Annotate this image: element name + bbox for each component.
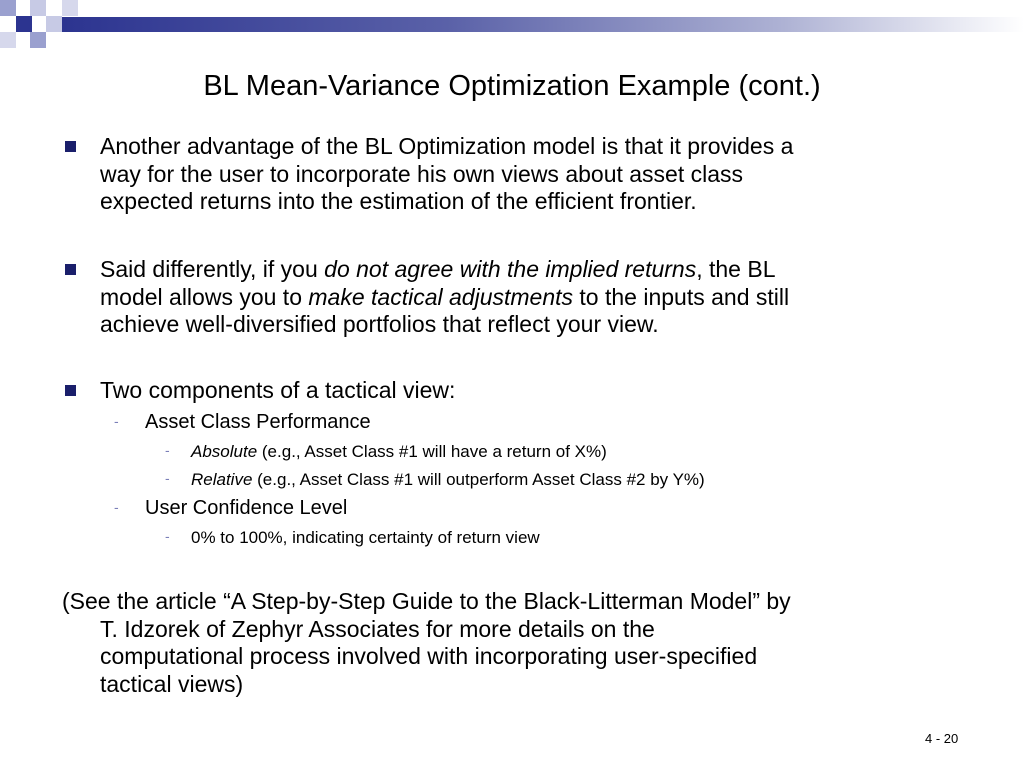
emphasis-text: Relative (191, 470, 253, 489)
bullet-line: achieve well-diversified portfolios that reflect your view. (100, 311, 659, 337)
bullet-line (100, 256, 970, 284)
text-run: , the BL (696, 256, 776, 282)
text-run: model allows you to (100, 283, 309, 310)
text-run: to the inputs and still (573, 283, 790, 310)
deco-square (16, 16, 32, 32)
square-bullet-icon (65, 385, 76, 396)
page-number: 4 - 20 (925, 731, 959, 746)
dash-marker: - (165, 470, 170, 486)
sub-sub-item-text: 0% to 100%, indicating certainty of return view (191, 528, 540, 547)
deco-square (62, 0, 78, 16)
sub-item-text: User Confidence Level (145, 497, 348, 519)
sub-sub-item-text (191, 441, 607, 463)
text-run: Said differently, if you (100, 256, 325, 282)
deco-square (46, 16, 62, 32)
emphasis-text: make tactical adjustments (308, 283, 574, 310)
note-line: tactical views) (100, 670, 244, 697)
note-line: (See the article “A Step-by-Step Guide to the Black-Litterman Model” by (62, 588, 791, 614)
dash-marker: - (114, 413, 119, 429)
emphasis-text: do not agree with the implied returns (324, 256, 697, 282)
deco-square (30, 32, 46, 48)
bullet-text (100, 256, 970, 339)
sub-sub-item-text (191, 469, 705, 491)
article-note (62, 588, 982, 698)
bullet-text (100, 133, 970, 216)
bullet-line (100, 284, 970, 312)
header-bar (62, 17, 1024, 32)
note-line: computational process involved with incorporating user-specified (100, 643, 758, 669)
text-run: (e.g., Asset Class #1 will outperform Asset Class #2 by Y%) (252, 470, 705, 489)
emphasis-text: Absolute (191, 442, 258, 461)
bullet-line: expected returns into the estimation of the efficient frontier. (100, 188, 697, 214)
bullet-line: Another advantage of the BL Optimization model is that it provides a (100, 133, 794, 159)
note-line: T. Idzorek of Zephyr Associates for more details on the (100, 615, 655, 642)
dash-marker: - (165, 528, 170, 544)
bullet-text: Two components of a tactical view: (100, 377, 456, 403)
deco-square (0, 0, 16, 16)
slide-title: BL Mean-Variance Optimization Example (cont.) (203, 70, 821, 102)
bullet-line: way for the user to incorporate his own views about asset class (100, 160, 744, 187)
deco-square (0, 32, 16, 48)
square-bullet-icon (65, 264, 76, 275)
sub-item-text: Asset Class Performance (145, 411, 371, 433)
deco-square (30, 0, 46, 16)
square-bullet-icon (65, 141, 76, 152)
dash-marker: - (165, 442, 170, 458)
dash-marker: - (114, 499, 119, 515)
text-run: (e.g., Asset Class #1 will have a return of X%) (257, 442, 607, 461)
